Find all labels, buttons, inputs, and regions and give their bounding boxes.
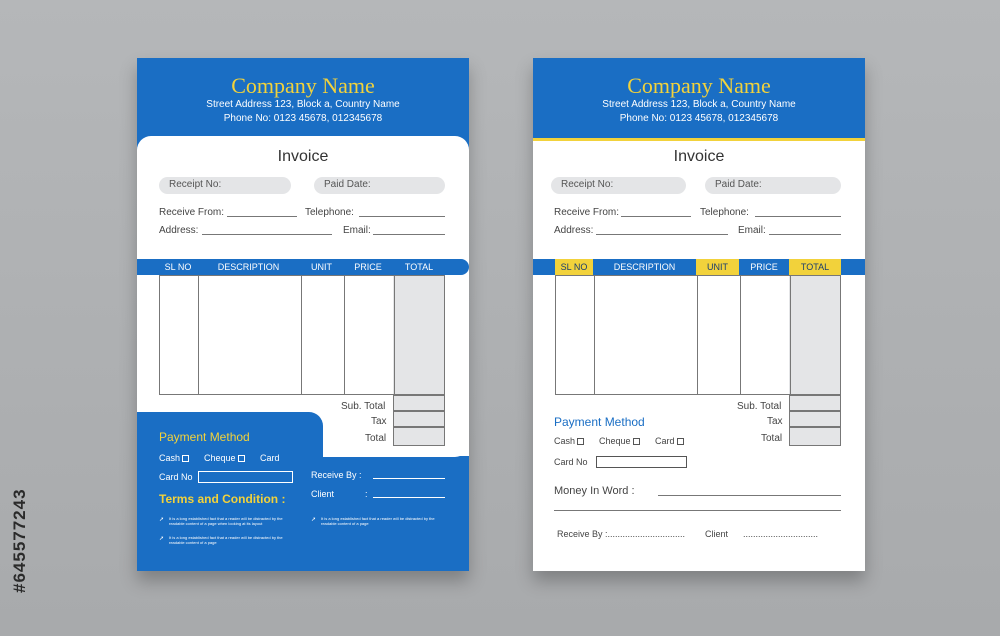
paid-date-field[interactable]: Paid Date: (705, 177, 841, 194)
table-body (555, 275, 841, 395)
total-box[interactable] (393, 427, 445, 446)
col-divider (301, 276, 302, 394)
address-label: Address: (159, 225, 199, 236)
cash-checkbox[interactable] (182, 455, 189, 462)
receipt-no-field[interactable]: Receipt No: (159, 177, 291, 194)
payment-method-title: Payment Method (159, 430, 250, 444)
email-label: Email: (343, 225, 371, 236)
arrow-icon: ➚ (159, 536, 165, 542)
table-body (159, 275, 445, 395)
total-column-shade (393, 276, 444, 394)
tax-label: Tax (767, 416, 783, 427)
card-no-label: Card No (554, 457, 588, 467)
stock-id: #645577243 (10, 488, 29, 593)
cash-option[interactable] (554, 436, 584, 446)
phone-number: Phone No: 0123 45678, 012345678 (619, 113, 779, 124)
cheque-checkbox[interactable] (238, 455, 245, 462)
telephone-line[interactable] (755, 216, 841, 217)
address-line[interactable] (202, 234, 332, 235)
email-line[interactable] (769, 234, 841, 235)
money-in-word-line-2[interactable] (554, 510, 841, 511)
card-checkbox[interactable] (677, 438, 684, 445)
street-address: Street Address 123, Block a, Country Name (602, 99, 796, 110)
card-option[interactable] (655, 436, 684, 446)
receive-by-label: Receive By :............................... (557, 529, 686, 539)
email-label: Email: (738, 225, 766, 236)
header (137, 58, 469, 136)
company-name: Company Name (627, 73, 771, 98)
email-line[interactable] (373, 234, 445, 235)
col-description: DESCRIPTION (217, 262, 280, 272)
invoice-title: Invoice (673, 148, 725, 165)
cheque-label: Cheque (599, 436, 631, 446)
col-total: TOTAL (789, 259, 841, 275)
street-address: Street Address 123, Block a, Country Name (206, 99, 400, 110)
telephone-label: Telephone: (700, 207, 749, 218)
col-description: DESCRIPTION (613, 262, 676, 272)
total-box[interactable] (789, 427, 841, 446)
table-header (533, 259, 865, 275)
total-label: Total (761, 433, 783, 444)
payment-method-title: Payment Method (554, 415, 645, 429)
client-colon: : (365, 489, 368, 499)
address-label: Address: (554, 225, 594, 236)
col-price: PRICE (750, 262, 778, 272)
table-header (137, 259, 469, 275)
total-label: Total (365, 433, 387, 444)
terms-text: It is a long established fact that a reader will be distracted by the readable content of a page when looking at its layout (169, 516, 283, 526)
col-price: PRICE (354, 262, 382, 272)
col-divider (394, 276, 395, 394)
header-accent-line (533, 138, 865, 141)
receive-from-label: Receive From: (159, 207, 225, 218)
cash-label: Cash (159, 453, 181, 463)
sub-total-label: Sub. Total (341, 401, 386, 412)
card-option[interactable] (260, 453, 280, 463)
cheque-checkbox[interactable] (633, 438, 640, 445)
telephone-line[interactable] (359, 216, 445, 217)
cash-label: Cash (554, 436, 576, 446)
tax-box[interactable] (393, 411, 445, 427)
col-divider (740, 276, 741, 394)
client-label: Client (311, 489, 335, 499)
col-unit: UNIT (311, 262, 332, 272)
arrow-icon: ➚ (159, 517, 165, 523)
company-name: Company Name (231, 73, 375, 98)
col-sl-no: SL NO (555, 259, 593, 275)
sub-total-label: Sub. Total (737, 401, 782, 412)
cash-checkbox[interactable] (577, 438, 584, 445)
col-divider (344, 276, 345, 394)
money-in-word-label: Money In Word : (554, 485, 635, 497)
terms-title: Terms and Condition : (159, 492, 286, 506)
cheque-option[interactable] (599, 436, 640, 446)
card-no-input[interactable] (596, 456, 687, 468)
telephone-label: Telephone: (305, 207, 354, 218)
card-no-label: Card No (159, 472, 193, 482)
invoice-title: Invoice (277, 148, 329, 165)
cheque-option[interactable] (204, 453, 245, 463)
phone-number: Phone No: 0123 45678, 012345678 (223, 113, 383, 124)
terms-text: It is a long established fact that a reader will be distracted by the readable content of a page (169, 535, 283, 545)
left-invoice-sheet (137, 58, 469, 571)
receive-by-line[interactable] (373, 478, 445, 479)
col-divider (790, 276, 791, 394)
receive-by-label: Receive By : (311, 470, 362, 480)
money-in-word-line[interactable] (658, 495, 841, 496)
col-divider (594, 276, 595, 394)
client-label: Client (705, 529, 729, 539)
card-label: Card (260, 453, 280, 463)
sub-total-box[interactable] (789, 395, 841, 411)
terms-text: It is a long established fact that a reader will be distracted by the readable content of a page (321, 516, 435, 526)
header (533, 58, 865, 138)
receive-from-line[interactable] (621, 216, 691, 217)
tax-box[interactable] (789, 411, 841, 427)
sub-total-box[interactable] (393, 395, 445, 411)
receipt-no-field[interactable]: Receipt No: (551, 177, 686, 194)
total-column-shade (789, 276, 840, 394)
receive-from-label: Receive From: (554, 207, 620, 218)
col-sl-no: SL NO (164, 262, 192, 272)
right-invoice-sheet (533, 58, 865, 571)
arrow-icon: ➚ (311, 517, 317, 523)
client-dots: .............................. (743, 529, 819, 539)
card-label: Card (655, 436, 675, 446)
card-no-input[interactable] (198, 471, 293, 483)
receive-from-line[interactable] (227, 216, 297, 217)
col-total: TOTAL (404, 262, 434, 272)
col-divider (697, 276, 698, 394)
paid-date-field[interactable]: Paid Date: (314, 177, 445, 194)
cash-option[interactable] (159, 453, 189, 463)
col-divider (198, 276, 199, 394)
client-line[interactable] (373, 497, 445, 498)
tax-label: Tax (371, 416, 387, 427)
address-line[interactable] (596, 234, 728, 235)
col-unit: UNIT (696, 259, 739, 275)
cheque-label: Cheque (204, 453, 236, 463)
